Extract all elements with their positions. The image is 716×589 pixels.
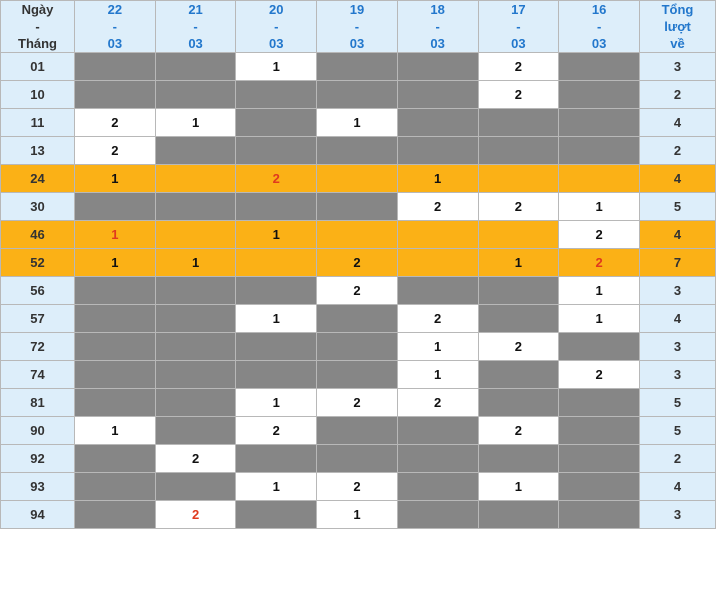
table-cell: 1 [236, 389, 317, 417]
table-cell [317, 81, 398, 109]
table-cell [317, 193, 398, 221]
table-cell [75, 361, 156, 389]
row-label: 11 [1, 109, 75, 137]
table-cell [559, 389, 640, 417]
table-cell [559, 501, 640, 529]
table-cell [397, 501, 478, 529]
row-label: 56 [1, 277, 75, 305]
table-header [1, 1, 716, 53]
table-row [1, 389, 716, 417]
table-cell [397, 249, 478, 277]
table-row [1, 193, 716, 221]
row-total: 3 [640, 53, 716, 81]
header-corner-line-2: - [35, 19, 40, 34]
table-cell: 2 [75, 109, 156, 137]
row-total: 3 [640, 501, 716, 529]
table-row [1, 445, 716, 473]
table-cell: 1 [478, 249, 559, 277]
row-total: 2 [640, 81, 716, 109]
table-row [1, 249, 716, 277]
table-cell: 1 [317, 109, 398, 137]
row-label: 46 [1, 221, 75, 249]
table-cell [559, 417, 640, 445]
row-label: 01 [1, 53, 75, 81]
row-total: 7 [640, 249, 716, 277]
table-cell [397, 473, 478, 501]
header-total-line-3: về [670, 36, 685, 51]
table-cell [559, 53, 640, 81]
row-total: 3 [640, 333, 716, 361]
table-cell: 1 [397, 165, 478, 193]
header-col-2-day: 20 [269, 2, 284, 17]
table-row [1, 473, 716, 501]
table-cell [236, 137, 317, 165]
table-cell [155, 277, 236, 305]
table-cell [317, 165, 398, 193]
table-row [1, 81, 716, 109]
table-cell [317, 221, 398, 249]
row-label: 74 [1, 361, 75, 389]
table-cell [236, 249, 317, 277]
header-col-3-sep: - [354, 19, 360, 34]
table-cell [155, 305, 236, 333]
table-cell [236, 193, 317, 221]
table-cell: 2 [478, 53, 559, 81]
table-cell [317, 417, 398, 445]
header-col-6-month: 03 [591, 36, 607, 51]
table-cell [478, 305, 559, 333]
table-cell [75, 193, 156, 221]
table-cell: 2 [236, 417, 317, 445]
row-total: 4 [640, 305, 716, 333]
table-cell [478, 277, 559, 305]
row-label: 92 [1, 445, 75, 473]
table-cell: 2 [317, 389, 398, 417]
table-cell [75, 53, 156, 81]
row-total: 4 [640, 165, 716, 193]
table-cell [75, 445, 156, 473]
table-body [1, 53, 716, 529]
row-label: 90 [1, 417, 75, 445]
table-cell [317, 53, 398, 81]
table-cell [236, 501, 317, 529]
row-label: 94 [1, 501, 75, 529]
table-cell: 1 [236, 53, 317, 81]
table-cell: 1 [236, 305, 317, 333]
table-row [1, 361, 716, 389]
table-cell [397, 417, 478, 445]
header-col-1-day: 21 [188, 2, 203, 17]
table-cell [75, 473, 156, 501]
header-col-2-month: 03 [269, 36, 284, 51]
table-cell: 2 [317, 473, 398, 501]
table-cell: 2 [155, 501, 236, 529]
table-cell: 2 [397, 389, 478, 417]
header-col-6-day: 16 [591, 2, 607, 17]
header-col-5[interactable] [478, 1, 559, 53]
table-cell [236, 109, 317, 137]
table-cell [559, 445, 640, 473]
table-cell: 1 [75, 221, 156, 249]
row-total: 5 [640, 193, 716, 221]
table-row [1, 137, 716, 165]
table-cell [317, 137, 398, 165]
table-row [1, 109, 716, 137]
table-cell: 2 [559, 249, 640, 277]
table-cell [559, 473, 640, 501]
row-total: 2 [640, 445, 716, 473]
table-cell [75, 333, 156, 361]
table-row [1, 165, 716, 193]
header-col-5-sep: - [516, 19, 521, 34]
header-col-0-sep: - [112, 19, 118, 34]
table-cell: 2 [397, 305, 478, 333]
table-cell [478, 501, 559, 529]
table-cell [478, 165, 559, 193]
table-cell [397, 53, 478, 81]
table-cell [75, 501, 156, 529]
table-cell [155, 361, 236, 389]
table-cell: 2 [559, 361, 640, 389]
table-cell: 1 [397, 361, 478, 389]
table-cell [478, 361, 559, 389]
header-col-0[interactable] [75, 1, 156, 53]
header-col-2[interactable] [236, 1, 317, 53]
table-cell: 2 [75, 137, 156, 165]
row-total: 4 [640, 221, 716, 249]
table-cell: 2 [317, 249, 398, 277]
row-label: 24 [1, 165, 75, 193]
table-row [1, 221, 716, 249]
table-cell [559, 81, 640, 109]
header-col-5-month: 03 [511, 36, 526, 51]
row-label: 93 [1, 473, 75, 501]
row-label: 10 [1, 81, 75, 109]
table-cell [155, 221, 236, 249]
table-cell [559, 333, 640, 361]
table-cell: 2 [397, 193, 478, 221]
header-col-6-sep: - [596, 19, 602, 34]
table-cell [75, 389, 156, 417]
row-label: 57 [1, 305, 75, 333]
table-cell: 2 [478, 417, 559, 445]
table-cell [155, 333, 236, 361]
table-cell [236, 277, 317, 305]
header-col-1-month: 03 [188, 36, 203, 51]
header-col-5-day: 17 [511, 2, 526, 17]
table-cell [397, 445, 478, 473]
header-col-0-day: 22 [107, 2, 123, 17]
header-corner-line-3: Tháng [18, 36, 57, 51]
table-row [1, 501, 716, 529]
header-col-1-sep: - [193, 19, 198, 34]
table-cell: 2 [559, 221, 640, 249]
header-col-3-month: 03 [349, 36, 365, 51]
header-col-6[interactable] [559, 1, 640, 53]
table-cell [155, 165, 236, 193]
header-col-4-month: 03 [430, 36, 445, 51]
row-total: 3 [640, 361, 716, 389]
table-cell: 1 [75, 417, 156, 445]
table-cell: 1 [397, 333, 478, 361]
table-cell: 1 [559, 193, 640, 221]
header-col-0-month: 03 [107, 36, 123, 51]
table-cell: 2 [236, 165, 317, 193]
table-cell: 1 [317, 501, 398, 529]
table-cell [478, 137, 559, 165]
table-cell: 1 [155, 109, 236, 137]
table-cell [317, 333, 398, 361]
table-cell [397, 81, 478, 109]
table-cell: 1 [236, 221, 317, 249]
table-cell [478, 445, 559, 473]
row-total: 5 [640, 389, 716, 417]
header-col-4-sep: - [435, 19, 440, 34]
row-total: 4 [640, 473, 716, 501]
table-cell: 1 [75, 165, 156, 193]
header-col-4[interactable] [397, 1, 478, 53]
table-cell [317, 305, 398, 333]
table-cell [75, 277, 156, 305]
header-col-1[interactable] [155, 1, 236, 53]
table-cell: 1 [559, 277, 640, 305]
row-total: 2 [640, 137, 716, 165]
table-cell [155, 137, 236, 165]
table-cell [75, 305, 156, 333]
table-cell [236, 333, 317, 361]
header-col-4-day: 18 [430, 2, 445, 17]
header-total-line-1: Tổng [661, 2, 694, 17]
header-col-3-day: 19 [349, 2, 365, 17]
table-cell: 1 [236, 473, 317, 501]
row-total: 3 [640, 277, 716, 305]
table-cell [75, 81, 156, 109]
table-cell [236, 361, 317, 389]
table-cell [478, 221, 559, 249]
row-label: 72 [1, 333, 75, 361]
header-total-line-2: lượt [664, 19, 691, 34]
table-cell [397, 137, 478, 165]
table-cell: 2 [478, 81, 559, 109]
table-cell: 1 [155, 249, 236, 277]
row-total: 4 [640, 109, 716, 137]
header-total [640, 1, 716, 53]
table-row [1, 277, 716, 305]
row-label: 13 [1, 137, 75, 165]
header-row [1, 1, 716, 53]
table-cell [155, 53, 236, 81]
table-cell [397, 277, 478, 305]
table-cell [155, 193, 236, 221]
table-row [1, 305, 716, 333]
table-cell [155, 389, 236, 417]
header-corner-line-1: Ngày [21, 2, 54, 17]
table-cell: 1 [478, 473, 559, 501]
table-cell [559, 109, 640, 137]
row-label: 52 [1, 249, 75, 277]
table-cell [478, 109, 559, 137]
table-cell: 2 [478, 193, 559, 221]
table-cell [559, 165, 640, 193]
table-cell [236, 445, 317, 473]
table-cell [317, 445, 398, 473]
table-cell [559, 137, 640, 165]
row-label: 81 [1, 389, 75, 417]
table-cell [155, 473, 236, 501]
table-row [1, 333, 716, 361]
table-cell [155, 417, 236, 445]
row-total: 5 [640, 417, 716, 445]
table-cell: 1 [75, 249, 156, 277]
table-cell [397, 109, 478, 137]
table-cell: 2 [155, 445, 236, 473]
header-corner [1, 1, 75, 53]
table-cell: 2 [317, 277, 398, 305]
table-cell [236, 81, 317, 109]
row-label: 30 [1, 193, 75, 221]
header-col-3[interactable] [317, 1, 398, 53]
table-cell [397, 221, 478, 249]
table-row [1, 417, 716, 445]
table-cell: 1 [559, 305, 640, 333]
table-row [1, 53, 716, 81]
table-cell: 2 [478, 333, 559, 361]
header-col-2-sep: - [274, 19, 279, 34]
table-cell [155, 81, 236, 109]
table-cell [317, 361, 398, 389]
table-cell [478, 389, 559, 417]
